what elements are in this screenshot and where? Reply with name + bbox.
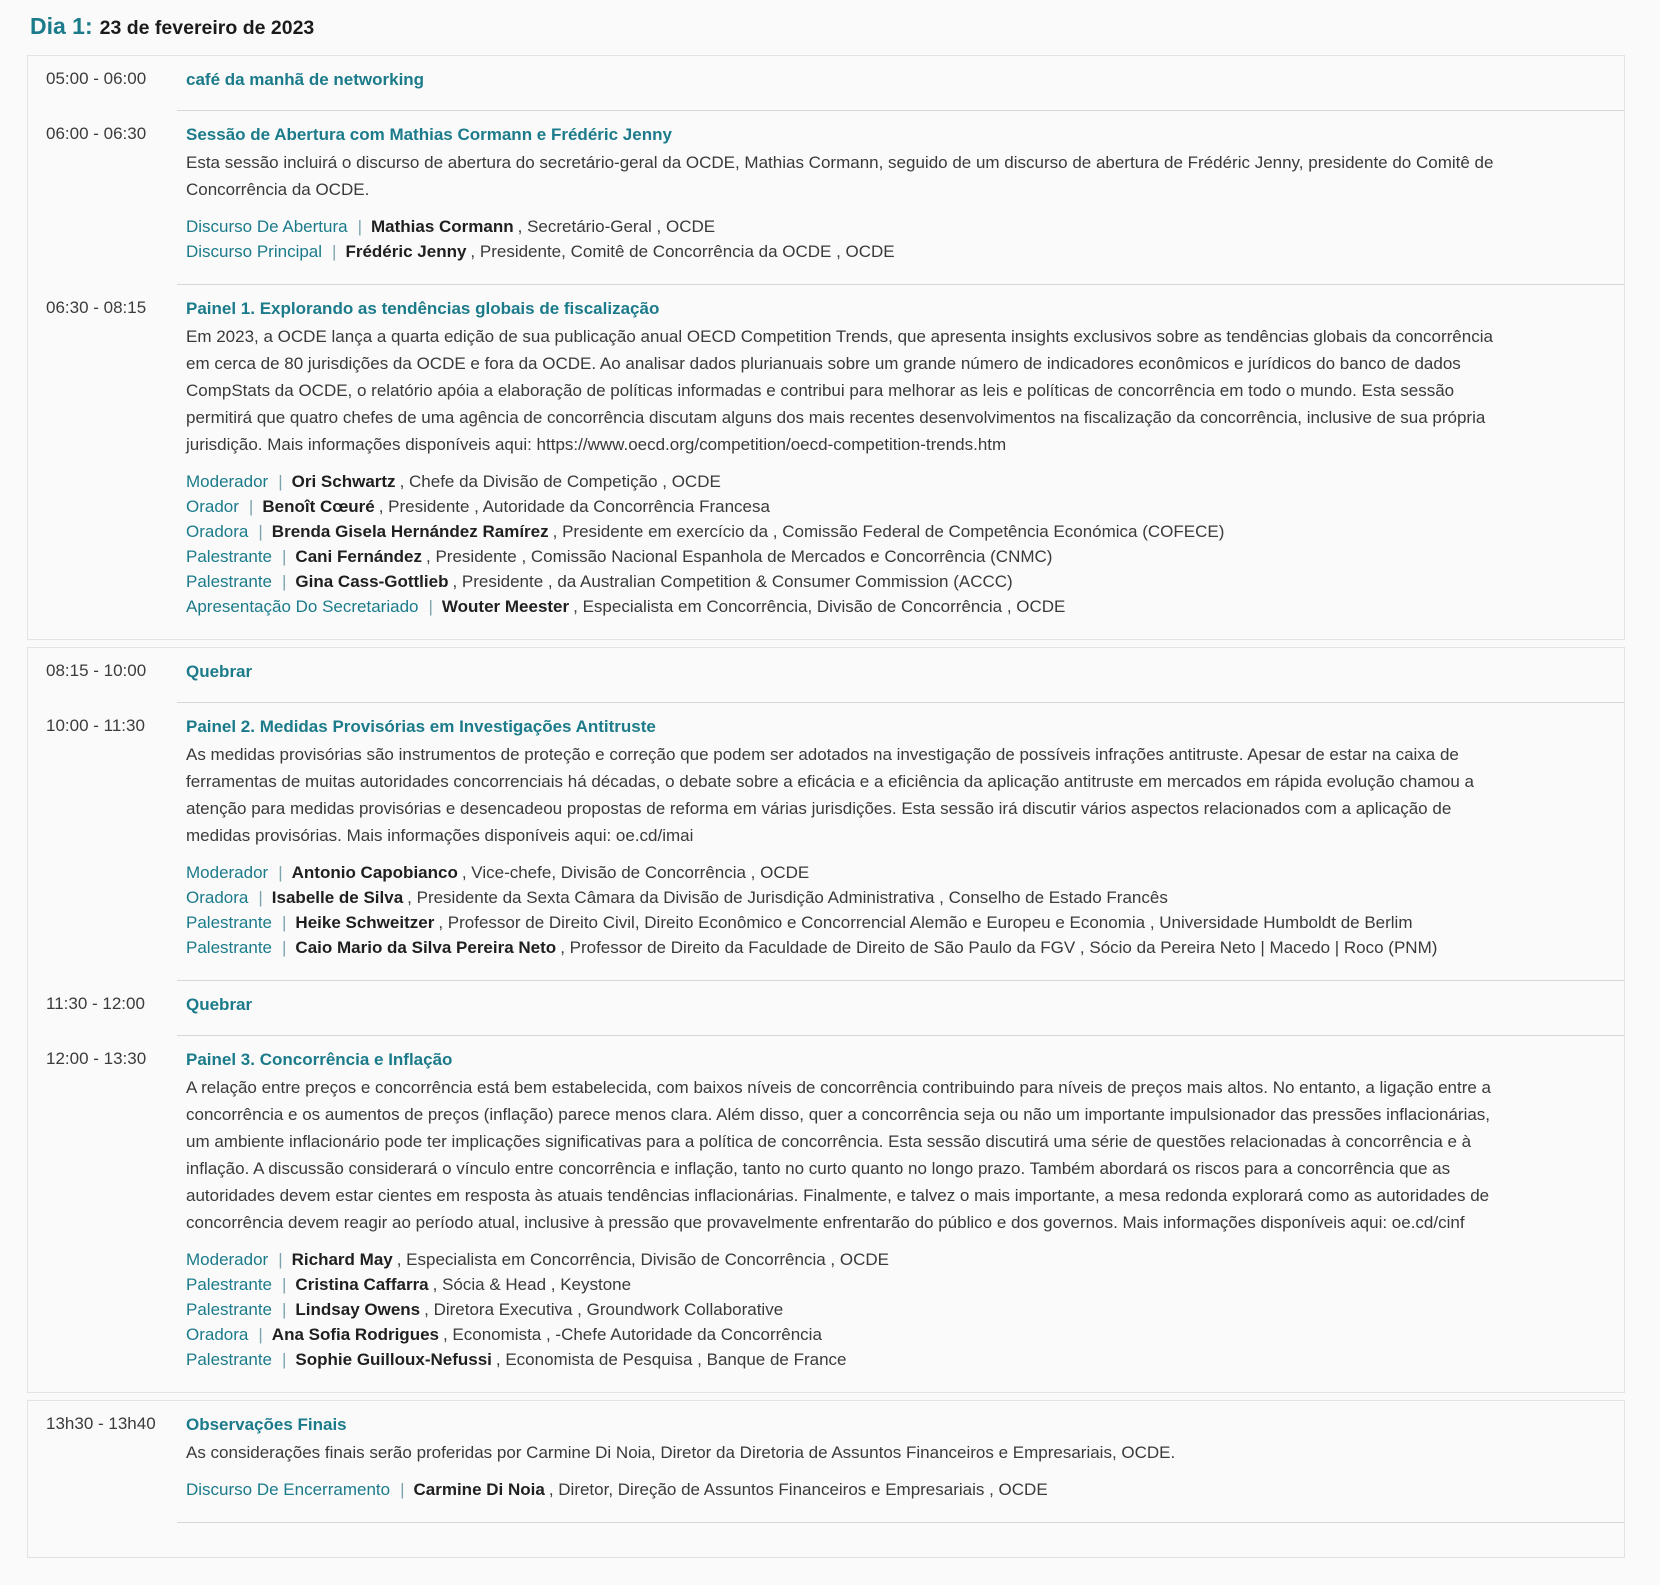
pipe-separator: | — [282, 1300, 287, 1319]
speaker-role: Palestrante — [186, 1350, 272, 1369]
session-title[interactable]: Painel 1. Explorando as tendências globais de fiscalização — [186, 299, 660, 318]
speaker-line — [186, 519, 1509, 544]
speaker-role: Discurso De Encerramento — [186, 1480, 391, 1499]
speaker-name: Ori Schwartz — [291, 472, 396, 491]
agenda-box-rows — [28, 56, 1624, 639]
speaker-line — [186, 544, 1509, 569]
session-content — [177, 648, 1624, 703]
speaker-line — [186, 594, 1509, 619]
speaker-name: Cristina Caffarra — [295, 1275, 429, 1294]
pipe-separator: | — [258, 888, 263, 907]
pipe-separator: | — [428, 597, 433, 616]
agenda-row — [28, 1401, 1624, 1523]
speaker-line — [186, 1272, 1509, 1297]
pipe-separator: | — [357, 217, 362, 236]
speaker-line — [186, 910, 1509, 935]
session-time: 06:00 - 06:30 — [46, 124, 147, 143]
pipe-separator: | — [332, 242, 337, 261]
speaker-name: Caio Mario da Silva Pereira Neto — [295, 938, 557, 957]
session-description: As medidas provisórias são instrumentos de proteção e correção que podem ser adotados na investigação de possíveis infrações antitruste. Apesar de estar na caixa de ferramentas de muitas autoridades concorrenciais há décadas, o debate sobre a eficácia e a eficiência da aplicação antitruste em mercados em rápida evolução chamou a atenção para medidas provisórias e desencadeou propostas de reforma em várias jurisdições. Esta sessão irá discutir vários aspectos relacionados com a aplicação de medidas provisórias. Mais informações disponíveis aqui: oe.cd/imai — [186, 745, 1475, 845]
speaker-line — [186, 214, 1509, 239]
session-time: 05:00 - 06:00 — [46, 69, 147, 88]
speaker-details: , Presidente , Autoridade da Concorrência Francesa — [378, 497, 770, 516]
session-content — [177, 981, 1624, 1036]
speaker-role: Palestrante — [186, 547, 272, 566]
speaker-details: , Presidente , da Australian Competition & Consumer Commission (ACCC) — [452, 572, 1013, 591]
speaker-role: Orador — [186, 497, 239, 516]
speaker-name: Richard May — [291, 1250, 393, 1269]
speaker-details: , Chefe da Divisão de Competição , OCDE — [399, 472, 721, 491]
pipe-separator: | — [282, 913, 287, 932]
agenda-row — [28, 981, 1624, 1036]
speaker-details: , Professor de Direito da Faculdade de Direito de São Paulo da FGV , Sócio da Pereira Neto | Macedo | Roco (PNM) — [560, 938, 1438, 957]
pipe-separator: | — [278, 1250, 283, 1269]
speaker-name: Isabelle de Silva — [271, 888, 404, 907]
speaker-name: Gina Cass-Gottlieb — [295, 572, 449, 591]
session-time: 06:30 - 08:15 — [46, 298, 147, 317]
speaker-line — [186, 569, 1509, 594]
speaker-details: , Especialista em Concorrência, Divisão de Concorrência , OCDE — [573, 597, 1066, 616]
session-description: Em 2023, a OCDE lança a quarta edição de sua publicação anual OECD Competition Trends, que apresenta insights exclusivos sobre as tendências globais da concorrência em cerca de 80 jurisdições da OCDE e fora da OCDE. Ao analisar dados plurianuais sobre um grande número de indicadores econômicos e jurídicos do banco de dados CompStats da OCDE, o relatório apóia a elaboração de políticas informadas e contribui para melhorar as leis e políticas de concorrência em todo o mundo. Esta sessão permitirá que quatro chefes de uma agência de concorrência discutam alguns dos mais recentes desenvolvimentos na fiscalização da concorrência, inclusive de sua própria jurisdição. Mais informações disponíveis aqui: https://www.oecd.org/competition/oecd-competition-trends.htm — [186, 327, 1493, 454]
speaker-name: Mathias Cormann — [371, 217, 514, 236]
speaker-list — [186, 469, 1509, 619]
speaker-details: , Professor de Direito Civil, Direito Econômico e Concorrencial Alemão e Europeu e Economia , Universidade Humboldt de Berlim — [438, 913, 1413, 932]
speaker-list — [186, 1247, 1509, 1372]
speaker-details: , Economista , -Chefe Autoridade da Concorrência — [442, 1325, 822, 1344]
speaker-role: Palestrante — [186, 913, 272, 932]
speaker-line — [186, 494, 1509, 519]
session-title[interactable]: Quebrar — [186, 995, 253, 1014]
speaker-list — [186, 1477, 1509, 1502]
speaker-name: Sophie Guilloux-Nefussi — [295, 1350, 492, 1369]
session-content — [177, 1036, 1624, 1392]
speaker-line — [186, 1297, 1509, 1322]
speaker-name: Wouter Meester — [441, 597, 570, 616]
speaker-role: Moderador — [186, 472, 269, 491]
agenda-box-rows — [28, 1401, 1624, 1523]
speaker-line — [186, 1247, 1509, 1272]
speaker-details: , Sócia & Head , Keystone — [432, 1275, 632, 1294]
page-title — [30, 13, 1660, 42]
speaker-name: Frédéric Jenny — [345, 242, 467, 261]
speaker-details: , Vice-chefe, Divisão de Concorrência , OCDE — [461, 863, 810, 882]
speaker-role: Moderador — [186, 863, 269, 882]
speaker-name: Ana Sofia Rodrigues — [271, 1325, 439, 1344]
pipe-separator: | — [282, 547, 287, 566]
session-title[interactable]: café da manhã de networking — [186, 70, 425, 89]
session-title[interactable]: Quebrar — [186, 662, 253, 681]
session-content — [177, 56, 1624, 111]
agenda-box-rows — [28, 648, 1624, 1392]
session-description: As considerações finais serão proferidas por Carmine Di Noia, Diretor da Diretoria de Assuntos Financeiros e Empresariais, OCDE. — [186, 1443, 1176, 1462]
agenda-page — [0, 13, 1660, 1558]
agenda-row — [28, 285, 1624, 639]
session-time: 10:00 - 11:30 — [46, 716, 145, 735]
speaker-details: , Presidente, Comitê de Concorrência da OCDE , OCDE — [470, 242, 895, 261]
speaker-list — [186, 214, 1509, 264]
speaker-name: Antonio Capobianco — [291, 863, 458, 882]
agenda-row — [28, 648, 1624, 703]
speaker-line — [186, 239, 1509, 264]
speaker-details: , Presidente , Comissão Nacional Espanhola de Mercados e Concorrência (CNMC) — [426, 547, 1053, 566]
pipe-separator: | — [258, 522, 263, 541]
speaker-name: Carmine Di Noia — [413, 1480, 545, 1499]
speaker-details: , Presidente da Sexta Câmara da Divisão de Jurisdição Administrativa , Conselho de Estado Francês — [407, 888, 1168, 907]
session-content — [177, 111, 1624, 285]
speaker-role: Oradora — [186, 522, 249, 541]
speaker-details: , Presidente em exercício da , Comissão Federal de Competência Económica (COFECE) — [552, 522, 1225, 541]
pipe-separator: | — [400, 1480, 405, 1499]
session-title[interactable]: Observações Finais — [186, 1415, 347, 1434]
speaker-role: Oradora — [186, 1325, 249, 1344]
session-content — [177, 1401, 1624, 1523]
speaker-details: , Secretário-Geral , OCDE — [517, 217, 716, 236]
speaker-details: , Especialista em Concorrência, Divisão de Concorrência , OCDE — [396, 1250, 889, 1269]
speaker-name: Lindsay Owens — [295, 1300, 421, 1319]
pipe-separator: | — [278, 863, 283, 882]
speaker-role: Palestrante — [186, 938, 272, 957]
speaker-role: Oradora — [186, 888, 249, 907]
agenda-row — [28, 703, 1624, 981]
speaker-line — [186, 1347, 1509, 1372]
session-time: 12:00 - 13:30 — [46, 1049, 147, 1068]
day-label: Dia 1: — [30, 13, 93, 39]
speaker-role: Apresentação Do Secretariado — [186, 597, 419, 616]
speaker-line — [186, 469, 1509, 494]
speaker-line — [186, 1322, 1509, 1347]
speaker-name: Benoît Cœuré — [262, 497, 375, 516]
speaker-name: Cani Fernández — [295, 547, 423, 566]
speaker-details: , Diretora Executiva , Groundwork Collaborative — [424, 1300, 784, 1319]
session-description: A relação entre preços e concorrência está bem estabelecida, com baixos níveis de concorrência contribuindo para níveis de preços mais altos. No entanto, a ligação entre a concorrência e os aumentos de preços (inflação) parece menos clara. Além disso, quer a concorrência seja ou não um importante impulsionador das pressões inflacionárias, um ambiente inflacionário pode ter implicações significativas para a política de concorrência. Esta sessão discutirá uma série de questões relacionadas à concorrência e à inflação. A discussão considerará o vínculo entre concorrência e inflação, tanto no curto quanto no longo prazo. Também abordará os riscos para a concorrência que as autoridades devem estar cientes em resposta às atuais tendências inflacionárias. Finalmente, e talvez o mais importante, a mesa redonda explorará como as autoridades de concorrência devem reagir ao período atual, inclusive à pressão que provavelmente enfrentarão do público e dos governos. Mais informações disponíveis aqui: oe.cd/cinf — [186, 1078, 1492, 1232]
speaker-line — [186, 935, 1509, 960]
speaker-details: , Economista de Pesquisa , Banque de France — [495, 1350, 847, 1369]
agenda-boxes — [0, 55, 1660, 1558]
pipe-separator: | — [282, 938, 287, 957]
speaker-role: Palestrante — [186, 572, 272, 591]
speaker-line — [186, 1477, 1509, 1502]
agenda-row — [28, 111, 1624, 285]
session-time: 13h30 - 13h40 — [46, 1414, 156, 1433]
speaker-role: Discurso Principal — [186, 242, 323, 261]
speaker-details: , Diretor, Direção de Assuntos Financeiros e Empresariais , OCDE — [548, 1480, 1048, 1499]
speaker-line — [186, 860, 1509, 885]
speaker-role: Discurso De Abertura — [186, 217, 348, 236]
session-content — [177, 703, 1624, 981]
agenda-box — [27, 55, 1625, 640]
pipe-separator: | — [282, 572, 287, 591]
agenda-row — [28, 56, 1624, 111]
session-time: 08:15 - 10:00 — [46, 661, 147, 680]
session-title[interactable]: Painel 2. Medidas Provisórias em Investigações Antitruste — [186, 717, 656, 736]
day-date: 23 de fevereiro de 2023 — [99, 17, 315, 39]
agenda-box — [27, 1400, 1625, 1558]
agenda-row — [28, 1036, 1624, 1392]
pipe-separator: | — [278, 472, 283, 491]
speaker-list — [186, 860, 1509, 960]
session-title[interactable]: Painel 3. Concorrência e Inflação — [186, 1050, 453, 1069]
pipe-separator: | — [282, 1350, 287, 1369]
session-content — [177, 285, 1624, 639]
speaker-role: Moderador — [186, 1250, 269, 1269]
session-time: 11:30 - 12:00 — [46, 994, 145, 1013]
speaker-name: Heike Schweitzer — [295, 913, 435, 932]
session-title[interactable]: Sessão de Abertura com Mathias Cormann e Frédéric Jenny — [186, 125, 672, 144]
pipe-separator: | — [282, 1275, 287, 1294]
session-description: Esta sessão incluirá o discurso de abertura do secretário-geral da OCDE, Mathias Cormann, seguido de um discurso de abertura de Frédéric Jenny, presidente do Comitê de Concorrência da OCDE. — [186, 153, 1494, 199]
speaker-name: Brenda Gisela Hernández Ramírez — [271, 522, 549, 541]
speaker-line — [186, 885, 1509, 910]
speaker-role: Palestrante — [186, 1300, 272, 1319]
speaker-role: Palestrante — [186, 1275, 272, 1294]
pipe-separator: | — [258, 1325, 263, 1344]
pipe-separator: | — [248, 497, 254, 516]
agenda-box — [27, 647, 1625, 1393]
